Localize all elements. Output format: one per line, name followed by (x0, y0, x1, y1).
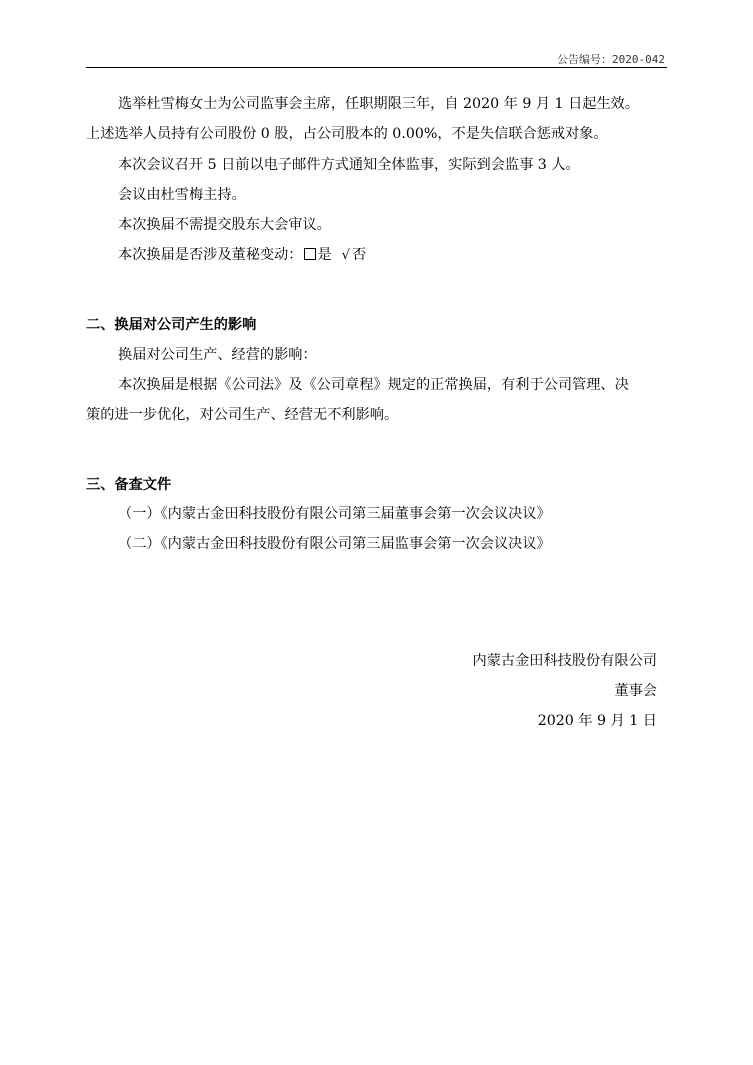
election-text-line-2: 上述选举人员持有公司股份 0 股，占公司股本的 0.00%，不是失信联合惩戒对象。 (86, 126, 608, 142)
secretary-change-label: 本次换届是否涉及董秘变动： (118, 247, 303, 263)
impact-text-line-2: 策的进一步优化，对公司生产、经营无不利影响。 (86, 407, 399, 423)
check-icon: √ (341, 248, 350, 263)
election-text-line-1: 选举杜雪梅女士为公司监事会主席，任职期限三年，自 2020 年 9 月 1 日起生效。 (118, 96, 640, 112)
meeting-host-text: 会议由杜雪梅主持。 (118, 187, 246, 203)
signature-company: 内蒙古金田科技股份有限公司 (472, 653, 657, 669)
secretary-change-line (118, 245, 366, 266)
reference-document-item: （二）《内蒙古金田科技股份有限公司第三届监事会第一次会议决议》 (118, 536, 551, 552)
impact-text-line-1: 本次换届是根据《公司法》及《公司章程》规定的正常换届，有利于公司管理、决 (118, 377, 629, 393)
section-3-heading: 三、备查文件 (86, 477, 172, 493)
yes-checkbox (304, 248, 316, 260)
no-label: 否 (351, 247, 367, 263)
signature-date: 2020 年 9 月 1 日 (537, 713, 657, 729)
yes-label: 是 (317, 247, 332, 263)
signature-board: 董事会 (614, 683, 657, 699)
section-2-heading: 二、换届对公司产生的影响 (86, 317, 257, 333)
reference-document-item: （一）《内蒙古金田科技股份有限公司第三届董事会第一次会议决议》 (118, 506, 551, 522)
impact-intro-text: 换届对公司生产、经营的影响： (118, 347, 317, 363)
header-divider (86, 67, 667, 68)
shareholder-review-text: 本次换届不需提交股东大会审议。 (118, 217, 331, 233)
announcement-number: 公告编号：2020-042 (557, 53, 665, 66)
meeting-notice-text: 本次会议召开 5 日前以电子邮件方式通知全体监事，实际到会监事 3 人。 (118, 157, 580, 173)
